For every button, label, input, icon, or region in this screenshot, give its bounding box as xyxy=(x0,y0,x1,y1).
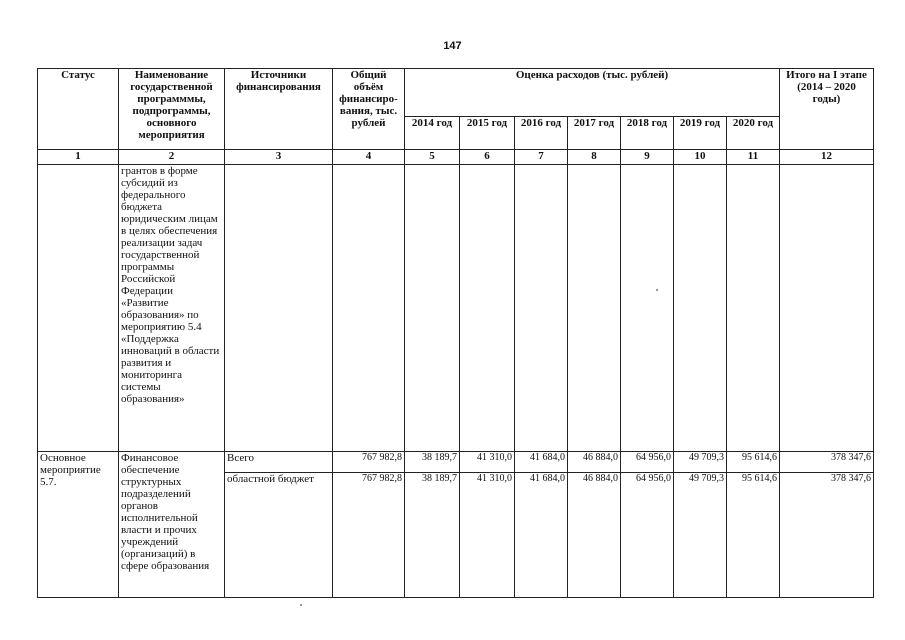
stage-total-cell: 378 347,6 xyxy=(780,452,874,473)
year-value-cell: 95 614,6 xyxy=(727,473,780,598)
source-cell: областной бюджет xyxy=(225,473,333,598)
empty-cell xyxy=(674,165,727,452)
total-cell: 767 982,8 xyxy=(333,473,405,598)
empty-cell xyxy=(405,165,460,452)
year-value-cell: 46 884,0 xyxy=(568,473,621,598)
header-year: 2019 год xyxy=(674,117,727,150)
column-numbers-row xyxy=(38,150,874,165)
header-row xyxy=(38,69,874,117)
column-number: 11 xyxy=(727,150,780,165)
table-row xyxy=(38,452,874,473)
header-year: 2020 год xyxy=(727,117,780,150)
continuation-name-cell: грантов в форме субсидий из федерального бюджета юридическим лицам в целях обеспечения реализации задач государственной программы Российской Федерации «Развитие образования» по мероприятию 5.4 «Поддержка инноваций в области развития и мониторинга системы образования» xyxy=(119,165,225,452)
empty-cell xyxy=(333,165,405,452)
column-number: 8 xyxy=(568,150,621,165)
year-value-cell: 41 684,0 xyxy=(515,452,568,473)
column-number: 2 xyxy=(119,150,225,165)
empty-cell xyxy=(727,165,780,452)
header-year: 2018 год xyxy=(621,117,674,150)
column-number: 3 xyxy=(225,150,333,165)
header-status: Статус xyxy=(38,69,119,150)
header-year: 2015 год xyxy=(460,117,515,150)
year-value-cell: 41 310,0 xyxy=(460,452,515,473)
empty-cell xyxy=(460,165,515,452)
header-estimate: Оценка расходов (тыс. рублей) xyxy=(405,69,780,117)
header-stage-total: Итого на I этапе (2014 – 2020 годы) xyxy=(780,69,874,150)
total-cell: 767 982,8 xyxy=(333,452,405,473)
year-value-cell: 41 684,0 xyxy=(515,473,568,598)
column-number: 1 xyxy=(38,150,119,165)
year-value-cell: 41 310,0 xyxy=(460,473,515,598)
header-year: 2014 год xyxy=(405,117,460,150)
column-number: 7 xyxy=(515,150,568,165)
scan-speck xyxy=(656,289,658,291)
header-name: Наименование государственной программмы, подпрограммы, основного мероприятия xyxy=(119,69,225,150)
source-cell: Всего xyxy=(225,452,333,473)
year-value-cell: 46 884,0 xyxy=(568,452,621,473)
year-value-cell: 64 956,0 xyxy=(621,452,674,473)
empty-cell xyxy=(515,165,568,452)
scan-speck xyxy=(300,604,302,606)
header-total-volume: Общий объём финансиро-вания, тыс. рублей xyxy=(333,69,405,150)
header-year: 2016 год xyxy=(515,117,568,150)
column-number: 10 xyxy=(674,150,727,165)
header-sources: Источники финансирования xyxy=(225,69,333,150)
budget-table xyxy=(37,68,874,598)
year-value-cell: 38 189,7 xyxy=(405,452,460,473)
column-number: 6 xyxy=(460,150,515,165)
header-year: 2017 год xyxy=(568,117,621,150)
measure-name-cell: Финансовое обеспечение структурных подразделений органов исполнительной власти и прочих учреждений (организаций) в сфере образования xyxy=(119,452,225,598)
page-number: 147 xyxy=(443,40,462,52)
empty-cell xyxy=(568,165,621,452)
column-number: 9 xyxy=(621,150,674,165)
measure-status-cell: Основное мероприятие 5.7. xyxy=(38,452,119,598)
empty-cell xyxy=(780,165,874,452)
year-value-cell: 95 614,6 xyxy=(727,452,780,473)
column-number: 5 xyxy=(405,150,460,165)
year-value-cell: 49 709,3 xyxy=(674,473,727,598)
year-value-cell: 38 189,7 xyxy=(405,473,460,598)
year-value-cell: 49 709,3 xyxy=(674,452,727,473)
table-row xyxy=(38,165,874,452)
empty-cell xyxy=(621,165,674,452)
column-number: 4 xyxy=(333,150,405,165)
year-value-cell: 64 956,0 xyxy=(621,473,674,598)
empty-cell xyxy=(225,165,333,452)
stage-total-cell: 378 347,6 xyxy=(780,473,874,598)
empty-cell xyxy=(38,165,119,452)
column-number: 12 xyxy=(780,150,874,165)
